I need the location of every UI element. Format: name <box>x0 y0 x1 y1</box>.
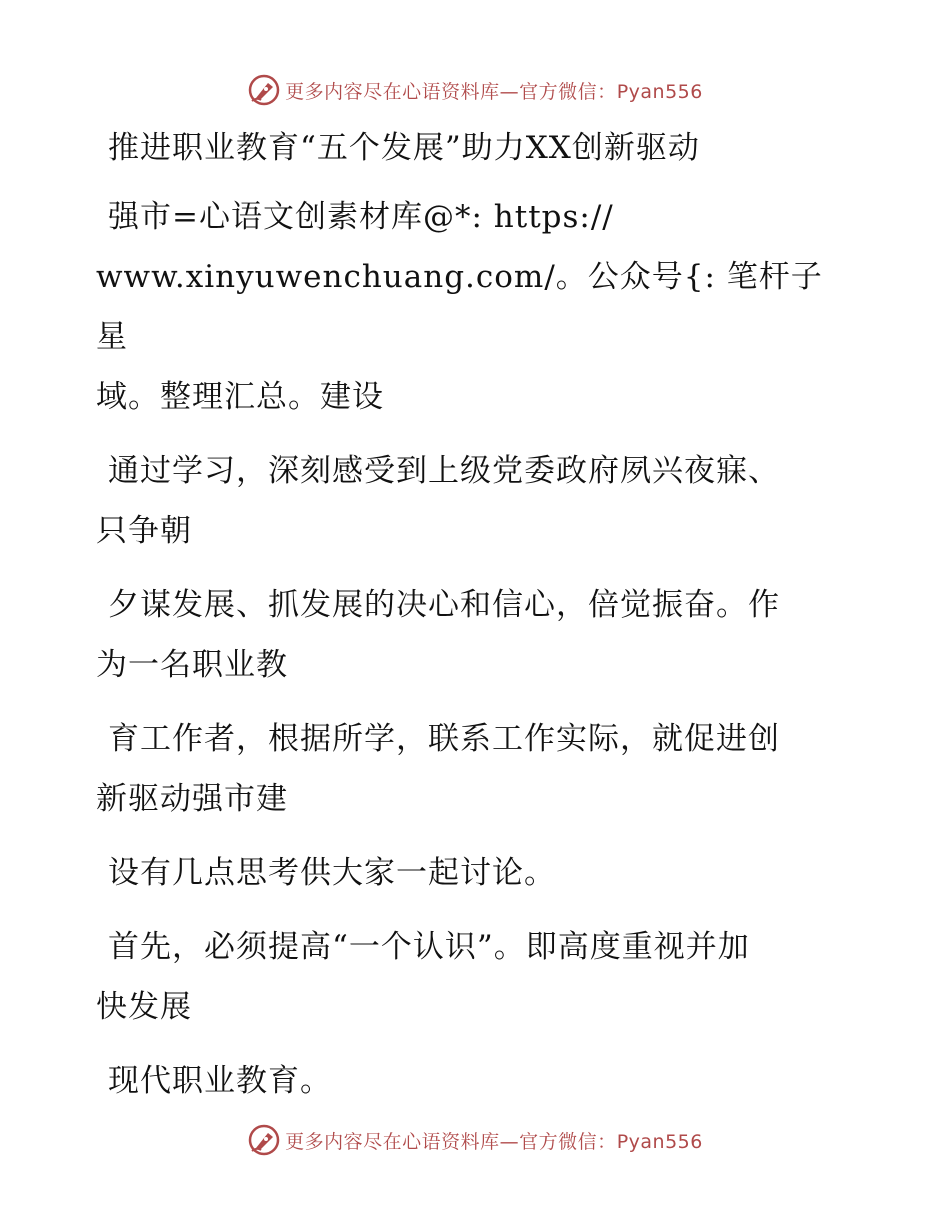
header-banner-text: 更多内容尽在心语资料库—官方微信：Pyan556 <box>285 80 703 103</box>
paragraph-2: 强市=心语文创素材库@*: https:// www.xinyuwenchuang.com/。公众号{: 笔杆子星 域。整理汇总。建设 <box>96 199 823 415</box>
paragraph-7: 首先，必须提高“一个认识”。即高度重视并加 快发展 <box>96 929 750 1025</box>
pen-nib-circle-icon <box>247 1123 281 1157</box>
footer-banner <box>0 1120 950 1160</box>
footer-banner-text: 更多内容尽在心语资料库—官方微信：Pyan556 <box>285 1130 703 1153</box>
paragraph-5: 育工作者，根据所学，联系工作实际，就促进创 新驱动强市建 <box>96 721 780 817</box>
paragraph-4: 夕谋发展、抓发展的决心和信心，倍觉振奋。作 为一名职业教 <box>96 587 780 683</box>
header-banner <box>0 70 950 110</box>
pen-nib-circle-icon <box>247 73 281 107</box>
paragraph-3: 通过学习，深刻感受到上级党委政府夙兴夜寐、 只争朝 <box>96 453 780 549</box>
paragraph-8: 现代职业教育。 <box>108 1063 332 1099</box>
paragraph-1: 推进职业教育“五个发展”助力XX创新驱动 <box>108 130 700 166</box>
document-body <box>96 118 836 1111</box>
paragraph-6: 设有几点思考供大家一起讨论。 <box>108 855 556 891</box>
